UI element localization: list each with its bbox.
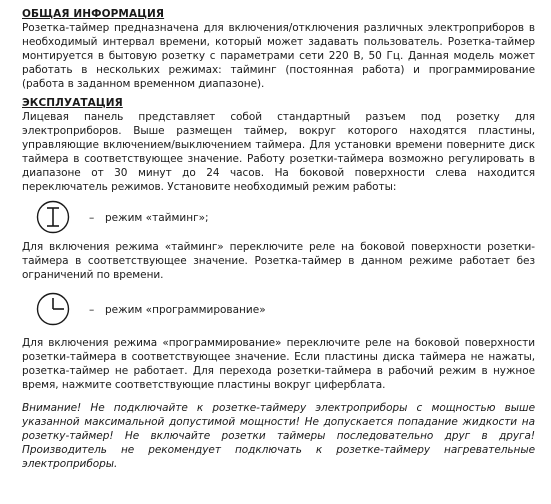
timing-mode-label: режим «тайминг»; (105, 212, 209, 224)
timing-mode-row (22, 200, 535, 240)
timing-mode-icon (36, 200, 70, 234)
programming-mode-icon (36, 292, 70, 326)
timing-mode-text: Для включения режима «тайминг» переключите реле на боковой поверхности розетки-таймера в соответствующее значение. Розетка-таймер в данном режиме работает без ограничений по времени. (22, 241, 535, 281)
warning-text: Внимание! Не подключайте к розетке-таймеру электроприборы с мощностью выше указанной максимальной допустимой мощности! Не допускается попадание жидкости на розетку-таймер! Не включайте розетки таймеры последовательно друг в друга! Производитель не рекомендует подключать к розетке-таймеру нагревательные электроприборы. (22, 402, 535, 470)
operation-text: Лицевая панель представляет собой стандартный разъем под розетку для электроприборов. Выше размещен таймер, вокруг которого находятся пластины, управляющие включением/выключением таймера. Для установки времени поверните диск таймера в соответствующее значение. Работу розетки-таймера возможно регулировать в диапазоне от 30 минут до 24 часов. На боковой поверхности слева находится переключатель режимов. Установите необходимый режим работы: (22, 111, 535, 193)
general-info-text: Розетка-таймер предназначена для включения/отключения различных электроприборов в необходимый интервал времени, который может задавать пользователь. Розетка-таймер монтируется в бытовую розетку с параметрами сети 220 В, 50 Гц. Данная модель может работать в нескольких режимах: тайминг (постоянная работа) и программирование (работа в заданном временном диапазоне). (22, 22, 535, 90)
timing-mode-dash: – (89, 212, 95, 224)
programming-mode-label: режим «программирование» (105, 304, 266, 316)
operation-heading: ЭКСПЛУАТАЦИЯ (22, 97, 123, 109)
programming-mode-text: Для включения режима «программирование» переключите реле на боковой поверхности розетки-таймера в соответствующее значение. Если пластины диска таймера не нажаты, розетка-таймер не работает. Для перехода розетки-таймера в рабочий режим в нужное время, нажмите соответствующие пластины вокруг циферблата. (22, 337, 535, 391)
instruction-page (22, 8, 535, 471)
programming-mode-dash: – (89, 304, 95, 316)
general-info-heading: ОБЩАЯ ИНФОРМАЦИЯ (22, 8, 165, 20)
programming-mode-row (22, 290, 535, 336)
